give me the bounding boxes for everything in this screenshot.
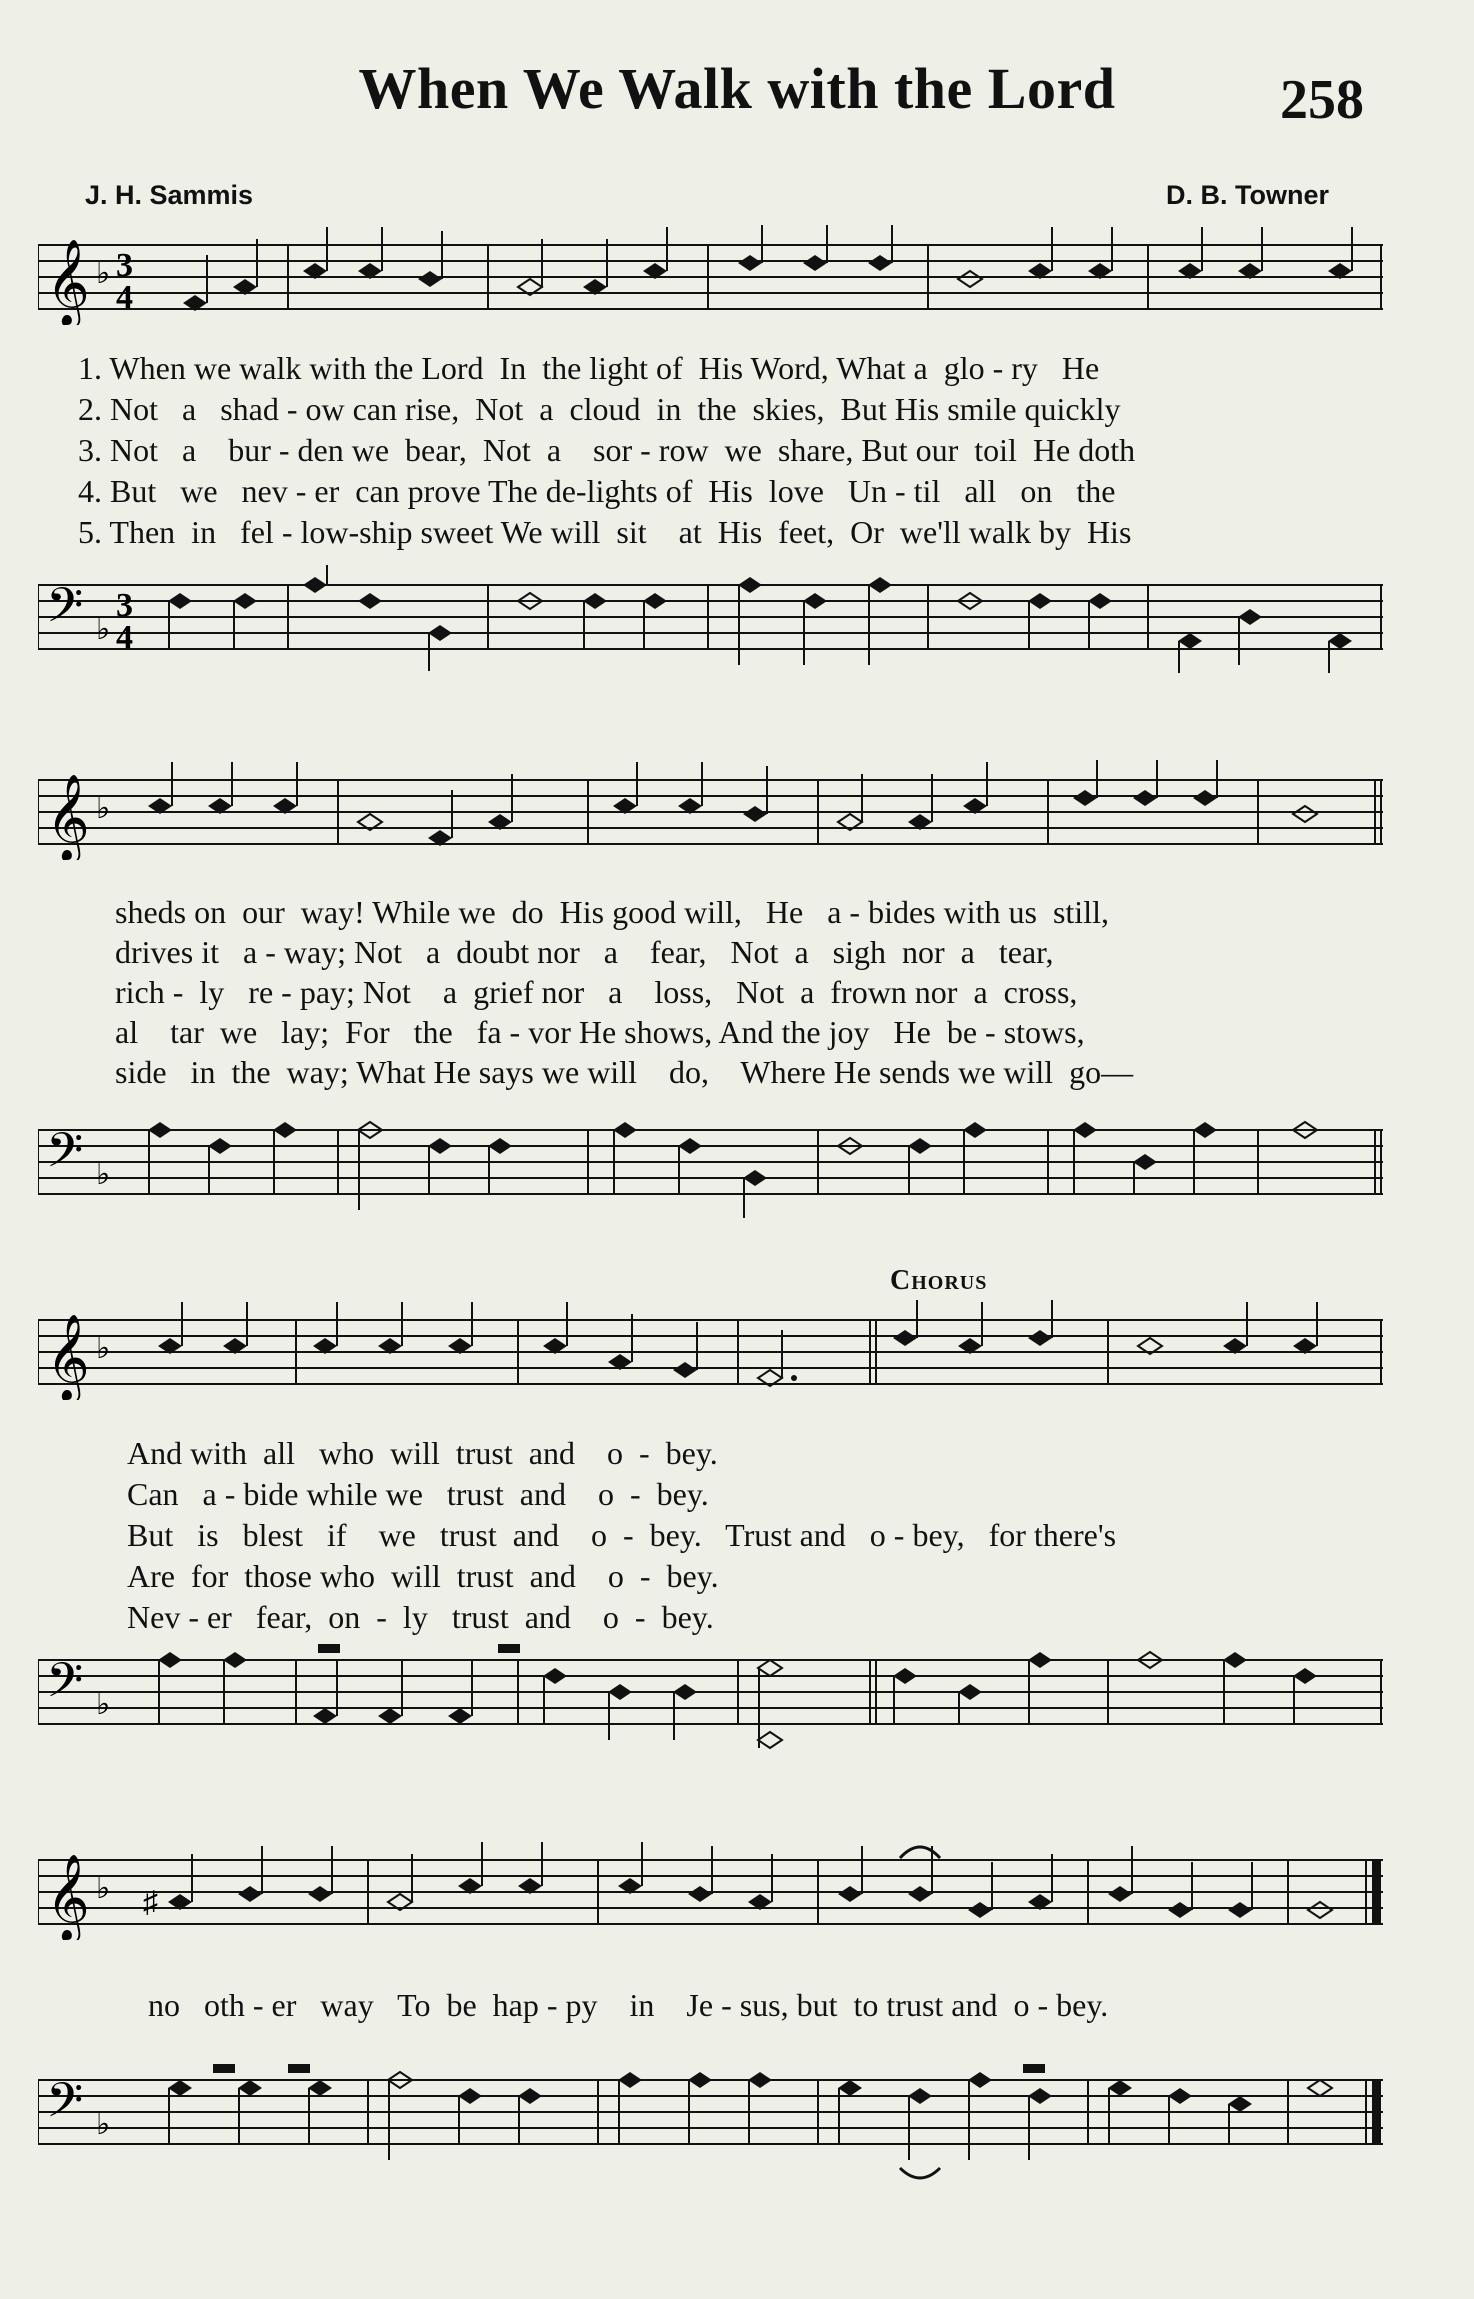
system1-verses (78, 348, 1135, 553)
hymn-number: 258 (1280, 69, 1364, 131)
system2-verse-5: side in the way; What He says we will do, Where He sends we will go— (115, 1054, 1134, 1090)
svg-text:♭: ♭ (96, 1332, 111, 1365)
system3-verse-2: Can a - bide while we trust and o - bey. (127, 1476, 709, 1512)
system3-treble-staff (38, 1300, 1383, 1400)
system1-verse-3: 3. Not a bur - den we bear, Not a sor - row we share, But our toil He doth (78, 432, 1136, 468)
hymn-title: When We Walk with the Lord (358, 56, 1116, 121)
system1-verse-4: 4. But we nev - er can prove The de-lights of His love Un - til all on the (78, 473, 1116, 509)
lyricist-credit: J. H. Sammis (85, 180, 254, 210)
system1-verse-5: 5. Then in fel - low-ship sweet We will sit at His feet, Or we'll walk by His (78, 514, 1132, 550)
svg-text:𝄢: 𝄢 (46, 2072, 84, 2140)
svg-text:𝄢: 𝄢 (46, 577, 84, 645)
svg-text:𝄞: 𝄞 (46, 239, 90, 325)
system3-verse-1: And with all who will trust and o - bey. (127, 1435, 718, 1471)
svg-text:𝄢: 𝄢 (46, 1122, 84, 1190)
svg-text:𝄢: 𝄢 (46, 1652, 84, 1720)
svg-text:3: 3 (116, 587, 133, 624)
system3-bass-staff (38, 1640, 1383, 1750)
svg-text:4: 4 (116, 619, 133, 656)
svg-text:3: 3 (116, 247, 133, 284)
system3-verses (127, 1433, 1116, 1638)
system3-verse-3: But is blest if we trust and o - bey. Trust and o - bey, for there's (127, 1517, 1117, 1553)
system2-bass-staff (38, 1110, 1383, 1220)
svg-text:♭: ♭ (96, 1872, 111, 1905)
system4-verse-1: no oth - er way To be hap - py in Je - sus, but to trust and o - bey. (148, 1987, 1109, 2023)
system2-verses (115, 892, 1133, 1092)
svg-text:𝄞: 𝄞 (46, 1314, 90, 1400)
composer-credit: D. B. Towner (1165, 180, 1329, 210)
system3-verse-4: Are for those who will trust and o - bey. (127, 1558, 719, 1594)
svg-text:𝄞: 𝄞 (46, 774, 90, 860)
system1-treble-staff (38, 225, 1383, 325)
system4-treble-staff (38, 1840, 1383, 1940)
chorus-label: Chorus (890, 1265, 988, 1296)
svg-text:♭: ♭ (96, 792, 111, 825)
system2-verse-2: drives it a - way; Not a doubt nor a fear, Not a sigh nor a tear, (115, 934, 1054, 970)
system2-treble-staff (38, 760, 1383, 860)
svg-text:4: 4 (116, 279, 133, 316)
svg-text:♭: ♭ (96, 1158, 111, 1191)
system2-verse-3: rich - ly re - pay; Not a grief nor a loss, Not a frown nor a cross, (115, 974, 1078, 1010)
svg-text:♭: ♭ (96, 2108, 111, 2141)
system4-bass-staff (38, 2060, 1383, 2180)
system3-verse-5: Nev - er fear, on - ly trust and o - bey. (127, 1599, 714, 1635)
svg-text:♭: ♭ (96, 1688, 111, 1721)
svg-text:𝄞: 𝄞 (46, 1854, 90, 1940)
system1-bass-staff (38, 565, 1383, 675)
svg-text:♯: ♯ (143, 1886, 158, 1919)
svg-text:♭: ♭ (96, 257, 111, 290)
system1-verse-1: 1. When we walk with the Lord In the light of His Word, What a glo - ry He (78, 350, 1100, 386)
system2-verse-1: sheds on our way! While we do His good will, He a - bides with us still, (115, 894, 1109, 930)
system1-verse-2: 2. Not a shad - ow can rise, Not a cloud in the skies, But His smile quickly (78, 391, 1121, 427)
system4-verses (148, 1985, 1108, 2026)
svg-text:♭: ♭ (96, 613, 111, 646)
system2-verse-4: al tar we lay; For the fa - vor He shows, And the joy He be - stows, (115, 1014, 1085, 1050)
